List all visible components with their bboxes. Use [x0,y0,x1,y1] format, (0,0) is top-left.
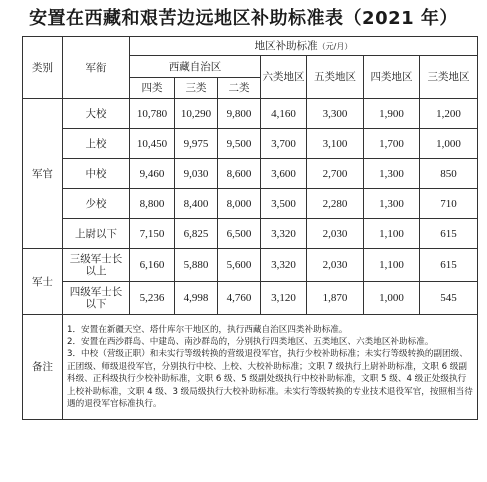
rank-line: 以下 [85,298,107,310]
value-cell: 710 [420,189,478,219]
value-cell: 2,700 [307,159,364,189]
subsidy-table-container [22,36,477,420]
rank-line: 以上 [85,265,107,277]
notes-row [23,315,478,420]
header-standard [130,37,478,56]
value-cell: 4,998 [175,282,218,315]
value-cell: 3,300 [307,99,364,129]
table-row [23,159,478,189]
value-cell: 8,800 [130,189,175,219]
value-cell: 3,320 [261,249,307,282]
header-tibet: 西藏自治区 [130,56,261,78]
note-item: 2．安置在西沙群岛、中建岛、南沙群岛的，分别执行四类地区、五类地区、六类地区补助标准。 [67,336,434,347]
table-row [23,129,478,159]
notes-cell [63,315,478,420]
value-cell: 5,236 [130,282,175,315]
value-cell: 8,600 [218,159,261,189]
value-cell: 545 [420,282,478,315]
value-cell: 1,900 [364,99,420,129]
value-cell: 3,600 [261,159,307,189]
value-cell: 1,700 [364,129,420,159]
rank-cell: 上校 [63,129,130,159]
header-class4-area: 四类地区 [364,56,420,99]
subsidy-table [22,36,478,420]
value-cell: 9,800 [218,99,261,129]
page-title: 安置在西藏和艰苦边远地区补助标准表（2021 年） [29,8,458,29]
rank-cell [63,249,130,282]
value-cell: 3,500 [261,189,307,219]
rank-cell: 上尉以下 [63,219,130,249]
group-notes: 备注 [23,315,63,420]
value-cell: 1,870 [307,282,364,315]
value-cell: 4,760 [218,282,261,315]
table-row [23,282,478,315]
value-cell: 10,450 [130,129,175,159]
header-tibet-class4: 四类 [130,78,175,99]
table-row [23,189,478,219]
value-cell: 6,500 [218,219,261,249]
value-cell: 10,290 [175,99,218,129]
value-cell: 5,600 [218,249,261,282]
group-officer: 军官 [23,99,63,249]
value-cell: 1,000 [420,129,478,159]
value-cell: 1,000 [364,282,420,315]
value-cell: 3,100 [307,129,364,159]
value-cell: 6,160 [130,249,175,282]
value-cell: 1,300 [364,159,420,189]
value-cell: 5,880 [175,249,218,282]
header-tibet-class3: 三类 [175,78,218,99]
note-item: 3．中校（营级正职）和未实行等级转换的营级退役军官，执行少校补助标准；未实行等级转换的副团级、正团级、师级退役军官，分别执行中校、上校、大校补助标准；文职 7 级执行上尉补助标准，文职 6 级副科级、正科级执行少校补助标准，文职 6 级、5 级副处级执行中校补助标准，文职 5 级、4 级正处级执行上校补助标准，文职 4 级、3 级局级执行大校补助标准。未实行等级转换的专业技术退役军官，按照相当待遇的退役军官标准执行。 [67,349,473,410]
value-cell: 10,780 [130,99,175,129]
value-cell: 7,150 [130,219,175,249]
rank-line: 四级军士长 [69,286,123,298]
table-row [23,219,478,249]
table-row [23,249,478,282]
value-cell: 615 [420,219,478,249]
value-cell: 4,160 [261,99,307,129]
value-cell: 850 [420,159,478,189]
value-cell: 2,280 [307,189,364,219]
value-cell: 9,030 [175,159,218,189]
rank-line: 三级军士长 [69,253,123,265]
value-cell: 9,975 [175,129,218,159]
value-cell: 8,000 [218,189,261,219]
value-cell: 1,100 [364,249,420,282]
group-soldier: 军士 [23,249,63,315]
value-cell: 1,300 [364,189,420,219]
value-cell: 6,825 [175,219,218,249]
header-standard-label: 地区补助标准 [254,39,318,52]
value-cell: 8,400 [175,189,218,219]
value-cell: 9,500 [218,129,261,159]
value-cell: 3,320 [261,219,307,249]
table-row [23,99,478,129]
value-cell: 2,030 [307,219,364,249]
header-class5-area: 五类地区 [307,56,364,99]
value-cell: 1,200 [420,99,478,129]
rank-cell [63,282,130,315]
rank-cell: 大校 [63,99,130,129]
value-cell: 3,700 [261,129,307,159]
header-class6-area: 六类地区 [261,56,307,99]
header-tibet-class2: 二类 [218,78,261,99]
value-cell: 1,100 [364,219,420,249]
value-cell: 9,460 [130,159,175,189]
note-item: 1．安置在新疆天空、塔什库尔干地区的，执行西藏自治区四类补助标准。 [67,324,348,335]
value-cell: 3,120 [261,282,307,315]
header-class3-area: 三类地区 [420,56,478,99]
rank-cell: 中校 [63,159,130,189]
rank-cell: 少校 [63,189,130,219]
header-unit: （元/月） [317,41,353,51]
value-cell: 615 [420,249,478,282]
header-category: 类别 [23,37,63,99]
header-rank: 军衔 [63,37,130,99]
value-cell: 2,030 [307,249,364,282]
